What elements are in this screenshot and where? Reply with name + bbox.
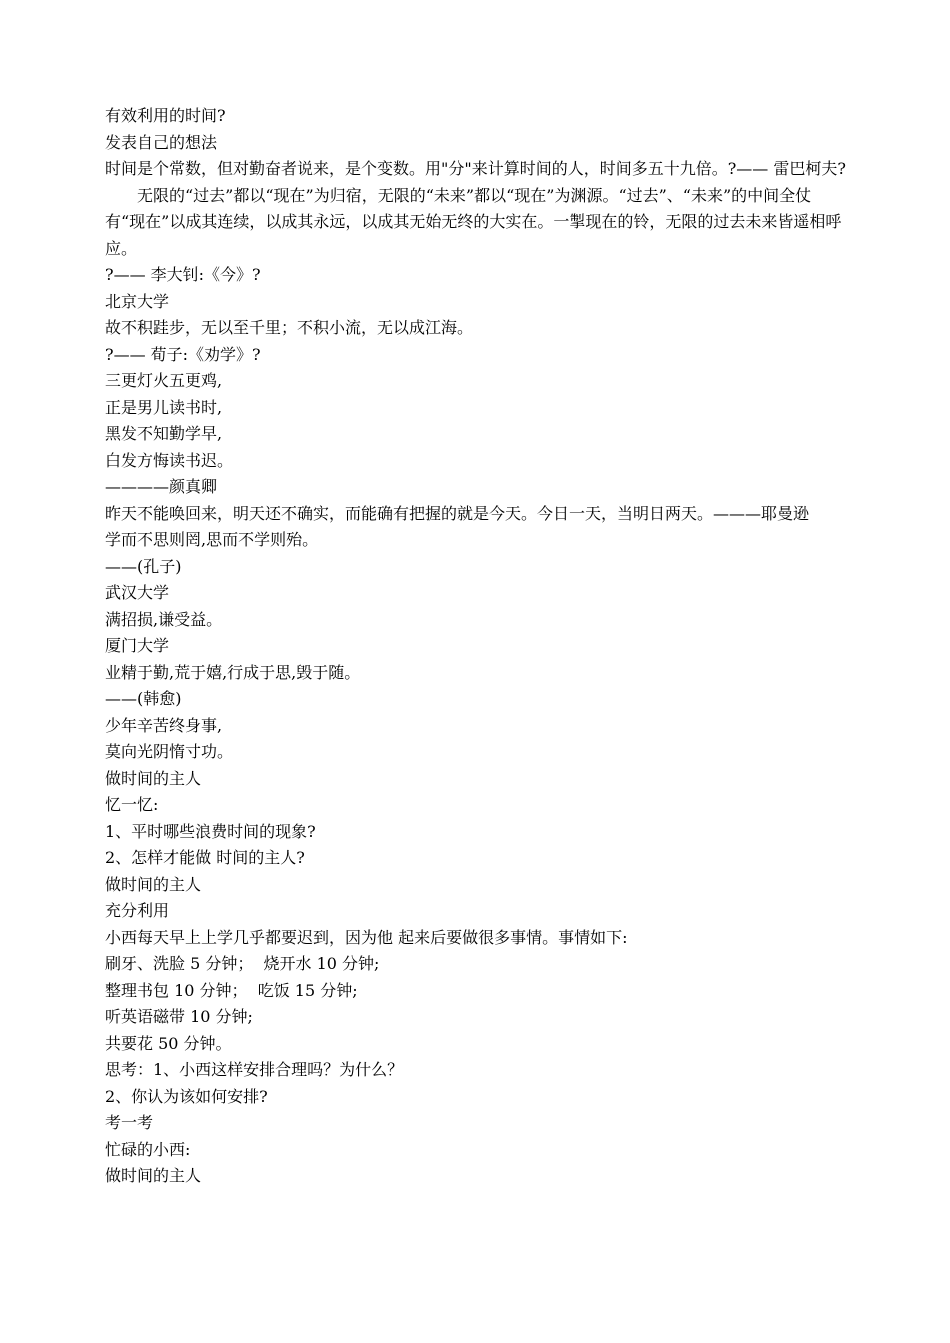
text-line: 武汉大学 bbox=[105, 583, 170, 602]
document-body bbox=[105, 103, 850, 1190]
quote-attribution: ?—— 荀子:《劝学》? bbox=[105, 344, 261, 364]
text-line: 北京大学 bbox=[105, 291, 170, 311]
quote-paragraph: 业精于勤,荒于嬉,行成于思,毁于随。 bbox=[105, 662, 361, 682]
quote-paragraph: 学而不思则罔,思而不学则殆。 bbox=[105, 530, 319, 549]
quote-paragraph: 无限的“过去”都以“现在”为归宿，无限的“未来”都以“现在”为渊源。“过去”、“未来”的中间全仗有“现在”以成其连续，以成其永远，以成其无始无终的大实在。一掣现在的铃，无限的过去未来皆遥相呼应。 bbox=[105, 185, 842, 258]
task-item: 整理书包 10 分钟； 吃饭 15 分钟; bbox=[105, 980, 358, 1000]
poem-line: 白发方悔读书迟。 bbox=[105, 450, 234, 470]
text-line: 发表自己的想法 bbox=[105, 132, 218, 152]
poem-line: 黑发不知勤学早, bbox=[105, 424, 223, 443]
poem-line: 莫向光阴惰寸功。 bbox=[105, 742, 234, 761]
quote-paragraph: 满招损,谦受益。 bbox=[105, 609, 223, 629]
task-item: 刷牙、洗脸 5 分钟； 烧开水 10 分钟; bbox=[105, 954, 380, 973]
section-heading: 做时间的主人 bbox=[105, 768, 202, 788]
poem-line: 三更灯火五更鸡, bbox=[105, 371, 223, 390]
quote-attribution: ————颜真卿 bbox=[105, 477, 218, 496]
text-line: 忙碌的小西: bbox=[105, 1139, 191, 1159]
text-line: 厦门大学 bbox=[105, 636, 170, 655]
section-heading: 做时间的主人 bbox=[105, 1166, 202, 1185]
question-item: 1、平时哪些浪费时间的现象? bbox=[105, 821, 316, 841]
text-line: 小西每天早上上学几乎都要迟到，因为他 起来后要做很多事情。事情如下: bbox=[105, 927, 628, 947]
text-line: 考一考 bbox=[105, 1113, 154, 1132]
section-heading: 做时间的主人 bbox=[105, 874, 202, 894]
text-line: 有效利用的时间? bbox=[105, 106, 226, 125]
text-line: 共要花 50 分钟。 bbox=[105, 1033, 232, 1053]
question-item: 2、怎样才能做 时间的主人? bbox=[105, 848, 305, 867]
quote-paragraph: 故不积跬步，无以至千里；不积小流，无以成江海。 bbox=[105, 318, 474, 337]
quote-paragraph: 时间是个常数，但对勤奋者说来，是个变数。用"分"来计算时间的人，时间多五十九倍。?—— 雷巴柯夫? bbox=[105, 159, 846, 178]
poem-line: 少年辛苦终身事, bbox=[105, 715, 223, 735]
quote-attribution: ——(孔子) bbox=[105, 556, 182, 576]
poem-line: 正是男儿读书时, bbox=[105, 397, 223, 417]
quote-attribution: ——(韩愈) bbox=[105, 689, 182, 708]
quote-attribution: ?—— 李大钊:《今》? bbox=[105, 265, 261, 284]
quote-paragraph: 昨天不能唤回来，明天还不确实，而能确有把握的就是今天。今日一天，当明日两天。———耶曼逊 bbox=[105, 503, 810, 523]
text-line: 忆一忆: bbox=[105, 795, 159, 814]
question-item: 2、你认为该如何安排? bbox=[105, 1086, 268, 1106]
text-line: 充分利用 bbox=[105, 901, 170, 920]
question-item: 思考：1、小西这样安排合理吗？为什么？ bbox=[105, 1060, 404, 1079]
task-item: 听英语磁带 10 分钟; bbox=[105, 1007, 253, 1026]
